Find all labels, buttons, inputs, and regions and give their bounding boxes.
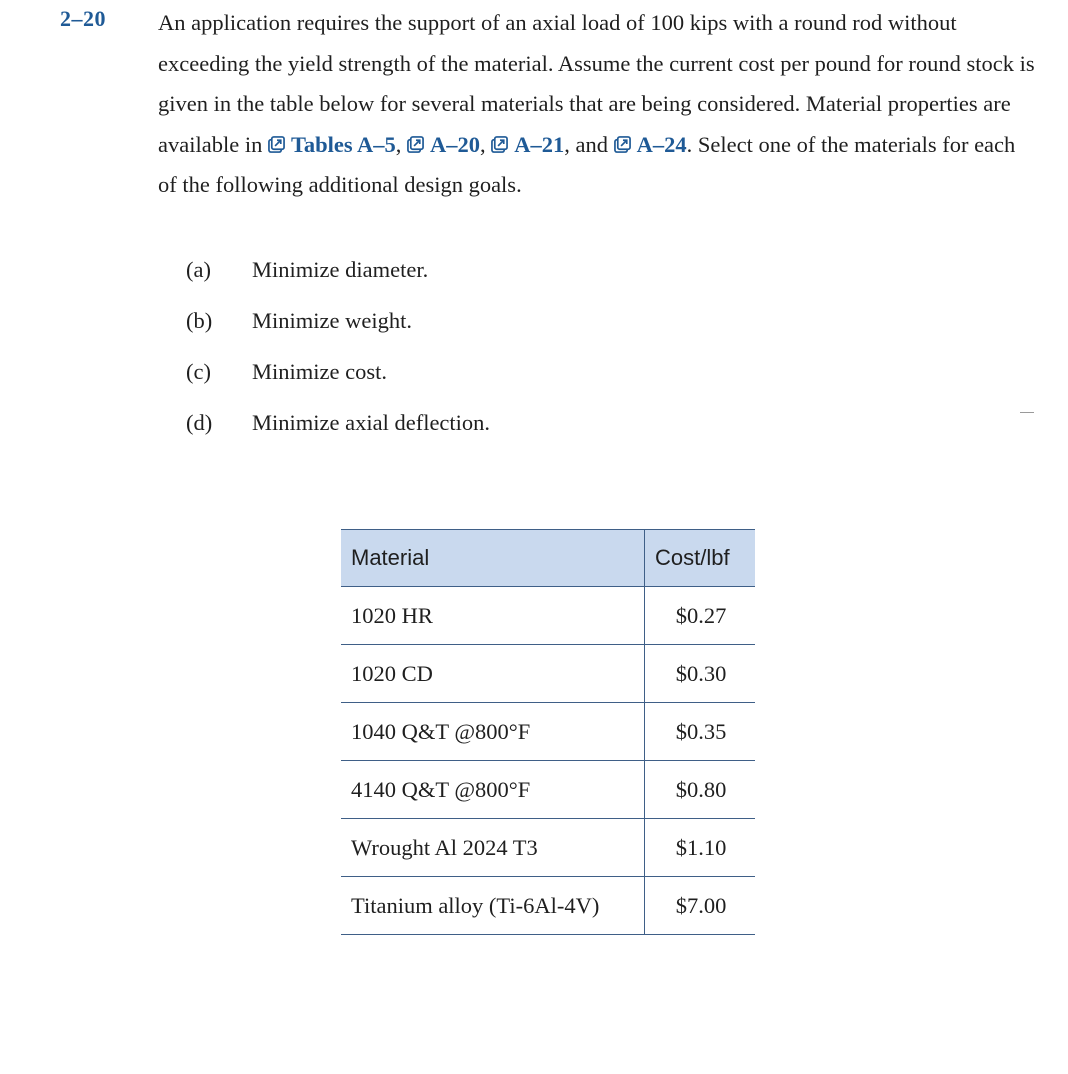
table-link-a20-label: A–20: [430, 131, 481, 157]
design-goals-list: [186, 257, 490, 461]
header-material: Material: [341, 530, 645, 587]
table-link-a20[interactable]: [407, 132, 480, 157]
external-link-icon: [491, 136, 508, 153]
table-link-a5-label: Tables A–5: [290, 131, 396, 157]
separator-2: ,: [480, 131, 492, 157]
table-link-a24-label: A–24: [636, 131, 687, 157]
part-text: Minimize axial deflection.: [252, 410, 491, 435]
problem-statement: [158, 3, 1038, 206]
part-letter: (c): [186, 359, 211, 384]
separator-3: , and: [564, 131, 614, 157]
external-link-icon: [268, 136, 285, 153]
material-cell: Wrought Al 2024 T3: [341, 819, 645, 877]
part-letter: (b): [186, 308, 213, 333]
cost-cell: $0.80: [645, 761, 756, 819]
part-text: Minimize weight.: [252, 308, 412, 333]
problem-paragraph: [158, 3, 1038, 206]
material-cell: 1020 HR: [341, 587, 645, 645]
table-link-a21[interactable]: [491, 132, 564, 157]
cost-cell: $0.27: [645, 587, 756, 645]
problem-text-1: An application requires the support of an axial load of 100 kips with a round rod without exceeding the yield strength of the material. Assume the current cost per pound for round stock is given in the table below for several materials that are being considered. Material properties are available in: [158, 10, 1035, 157]
list-item: [186, 257, 490, 308]
material-cell: 1020 CD: [341, 645, 645, 703]
table-row: [341, 703, 755, 761]
table-row: [341, 761, 755, 819]
cost-cell: $0.30: [645, 645, 756, 703]
list-item: [186, 308, 490, 359]
table-link-a5[interactable]: [268, 132, 396, 157]
list-item: [186, 410, 490, 461]
material-cell: Titanium alloy (Ti-6Al-4V): [341, 877, 645, 935]
table-link-a21-label: A–21: [514, 131, 565, 157]
material-cell: 1040 Q&T @800°F: [341, 703, 645, 761]
cost-cell: $0.35: [645, 703, 756, 761]
materials-cost-table: [341, 529, 755, 935]
cost-cell: $1.10: [645, 819, 756, 877]
part-text: Minimize cost.: [252, 359, 387, 384]
table-header-row: [341, 530, 755, 587]
problem-number: 2–20: [60, 6, 106, 31]
part-letter: (a): [186, 257, 211, 282]
part-text: Minimize diameter.: [252, 257, 429, 282]
separator-1: ,: [395, 131, 408, 157]
margin-mark: [1020, 412, 1034, 413]
part-letter: (d): [186, 410, 213, 435]
table-row: [341, 877, 755, 935]
table-link-a24[interactable]: [614, 132, 687, 157]
material-cell: 4140 Q&T @800°F: [341, 761, 645, 819]
table-row: [341, 819, 755, 877]
header-cost: Cost/lbf: [645, 530, 756, 587]
problem-text-2: . Select one of the materials for each of the following additional design goals.: [158, 131, 1016, 197]
list-item: [186, 359, 490, 410]
external-link-icon: [614, 136, 631, 153]
external-link-icon: [407, 136, 424, 153]
table-row: [341, 645, 755, 703]
table-row: [341, 587, 755, 645]
cost-cell: $7.00: [645, 877, 756, 935]
